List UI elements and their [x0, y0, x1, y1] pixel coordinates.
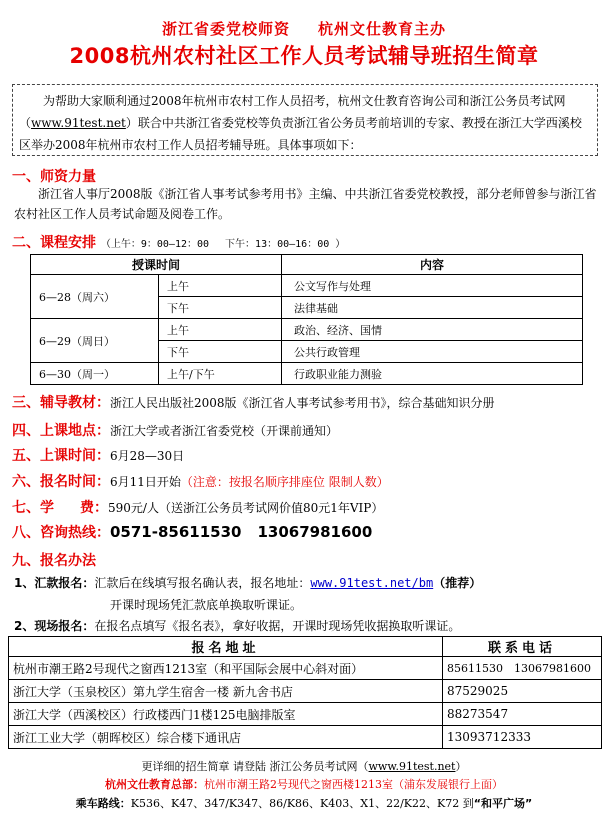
- table-row: [31, 363, 583, 385]
- footer-hq-text: 杭州市潮王路2号现代之窗西楼1213室（浦东发展银行上面）: [204, 778, 503, 791]
- intro-text-before: 为帮助大家顺利通过2008年杭州市农村工作人员招考，杭州文仕教育咨询公司和浙江公务员考试网（: [19, 94, 566, 130]
- intro-box: [12, 84, 598, 156]
- footer-more-end: ）: [455, 760, 467, 773]
- section-6-note: （注意：按报名顺序排座位 限制人数）: [180, 475, 389, 489]
- section-6-heading: 六、报名时间：: [12, 474, 110, 490]
- hotline-phone-1: 0571-85611530: [110, 523, 242, 541]
- sponsor-2: 杭州文仕教育主办: [318, 20, 447, 38]
- schedule-period: 上午: [159, 275, 282, 297]
- section-3: [12, 392, 495, 412]
- remit-line-2: 开课时现场凭汇款底单换取听课证。: [110, 598, 303, 612]
- section-8: [12, 522, 372, 542]
- location-phone: 85611530 13067981600: [443, 657, 602, 680]
- section-5-heading: 五、上课时间：: [12, 448, 110, 464]
- remit-link[interactable]: www.91test.net/bm: [310, 576, 434, 590]
- schedule-content: 行政职业能力测验: [282, 363, 583, 385]
- footer-hq: [0, 776, 608, 792]
- section-3-heading: 三、辅导教材：: [12, 395, 110, 411]
- location-address: 杭州市潮王路2号现代之窗西1213室（和平国际会展中心斜对面）: [9, 657, 443, 680]
- intro-text-after: ）联合中共浙江省委党校等负责浙江省公务员考前培训的专家、教授在浙江大学西溪校区举办2008年杭州市农村工作人员招考辅导班。具体事项如下：: [19, 116, 582, 152]
- table-row: [31, 275, 583, 297]
- table-row: [9, 726, 602, 749]
- footer-more-text: 更详细的招生简章 请登陆 浙江公务员考试网（: [141, 760, 369, 773]
- footer-link[interactable]: www.91test.net: [368, 760, 456, 773]
- schedule-period: 下午: [159, 341, 282, 363]
- table-row: [9, 657, 602, 680]
- sponsor-line: [0, 18, 608, 39]
- section-7-heading-b: 费：: [80, 500, 108, 516]
- section-4-value: 浙江大学或者浙江省委党校（开课前通知）: [110, 424, 339, 438]
- section-4-heading: 四、上课地点：: [12, 423, 110, 439]
- schedule-col-time: 授课时间: [31, 255, 282, 275]
- schedule-period: 下午: [159, 297, 282, 319]
- section-3-value: 浙江人民出版社2008版《浙江省人事考试参考用书》，综合基础知识分册: [110, 396, 495, 410]
- schedule-content: 法律基础: [282, 297, 583, 319]
- section-1-text: 浙江省人事厅2008版《浙江省人事考试参考用书》主编、中共浙江省委党校教授，部分老师曾参与浙江省农村社区工作人员考试命题及阅卷工作。: [14, 187, 597, 221]
- table-row: [31, 319, 583, 341]
- section-6-value: 6月11日开始: [110, 475, 181, 489]
- onsite-label: 2、现场报名：: [14, 619, 95, 633]
- locations-table: [8, 636, 602, 749]
- section-2-heading: [12, 232, 345, 252]
- locations-col-address: 报名地址: [9, 637, 443, 657]
- footer-bus-dest: “和平广场”: [473, 797, 533, 810]
- table-row: [9, 680, 602, 703]
- schedule-content: 政治、经济、国情: [282, 319, 583, 341]
- footer-bus-label: 乘车路线：: [75, 797, 131, 810]
- schedule-col-content: 内容: [282, 255, 583, 275]
- remit-line: [14, 574, 481, 591]
- footer-hq-label: 杭州文仕教育总部：: [105, 778, 204, 791]
- location-phone: 87529025: [443, 680, 602, 703]
- section-8-heading: 八、咨询热线：: [12, 525, 110, 541]
- footer-more-info: [0, 758, 608, 774]
- schedule-date: 6—30（周一）: [31, 363, 159, 385]
- schedule-content: 公文写作与处理: [282, 275, 583, 297]
- location-address: 浙江大学（西溪校区）行政楼西门1楼125电脑排版室: [9, 703, 443, 726]
- section-9-heading: 九、报名办法: [12, 553, 96, 569]
- schedule-date: 6—29（周日）: [31, 319, 159, 363]
- locations-col-phone: 联系电话: [443, 637, 602, 657]
- page-title: 2008杭州农村社区工作人员考试辅导班招生简章: [69, 44, 539, 68]
- section-7-heading-a: 七、学: [12, 500, 54, 516]
- schedule-table: [30, 254, 583, 385]
- section-2-times: （上午：9：00—12：00 下午：13：00—16：00 ）: [100, 239, 346, 250]
- schedule-period: 上午: [159, 319, 282, 341]
- location-address: 浙江大学（玉泉校区）第九学生宿舍一楼 新九舍书店: [9, 680, 443, 703]
- location-address: 浙江工业大学（朝晖校区）综合楼下通讯店: [9, 726, 443, 749]
- locations-header-row: [9, 637, 602, 657]
- section-2-title: 二、课程安排: [12, 235, 96, 251]
- section-6: [12, 471, 389, 491]
- hotline-phone-2: 13067981600: [257, 523, 373, 541]
- remit-label: 1、汇款报名：: [14, 576, 95, 590]
- onsite-line: [14, 617, 460, 634]
- location-phone: 88273547: [443, 703, 602, 726]
- table-row: [9, 703, 602, 726]
- remit-text: 汇款后在线填写报名确认表，报名地址：: [94, 576, 311, 590]
- onsite-text: 在报名点填写《报名表》，拿好收据，开课时现场凭收据换取听课证。: [94, 619, 461, 633]
- schedule-content: 公共行政管理: [282, 341, 583, 363]
- section-5: [12, 445, 184, 465]
- location-phone: 13093712333: [443, 726, 602, 749]
- footer-bus: [0, 795, 608, 811]
- section-1-heading: 一、师资力量: [12, 169, 96, 185]
- schedule-header-row: [31, 255, 583, 275]
- remit-recommend: （推荐）: [433, 576, 482, 590]
- section-7: [12, 497, 383, 517]
- footer-bus-text: K536、K47、347/K347、86/K86、K403、X1、22/K22、K72 到: [130, 797, 474, 810]
- sponsor-1: 浙江省委党校师资: [161, 20, 290, 38]
- section-7-value: 590元/人（送浙江公务员考试网价值80元1年VIP）: [108, 501, 384, 515]
- schedule-date: 6—28（周六）: [31, 275, 159, 319]
- schedule-period: 上午/下午: [159, 363, 282, 385]
- section-4: [12, 420, 338, 440]
- intro-link[interactable]: www.91test.net: [31, 116, 126, 130]
- section-5-value: 6月28—30日: [110, 449, 185, 463]
